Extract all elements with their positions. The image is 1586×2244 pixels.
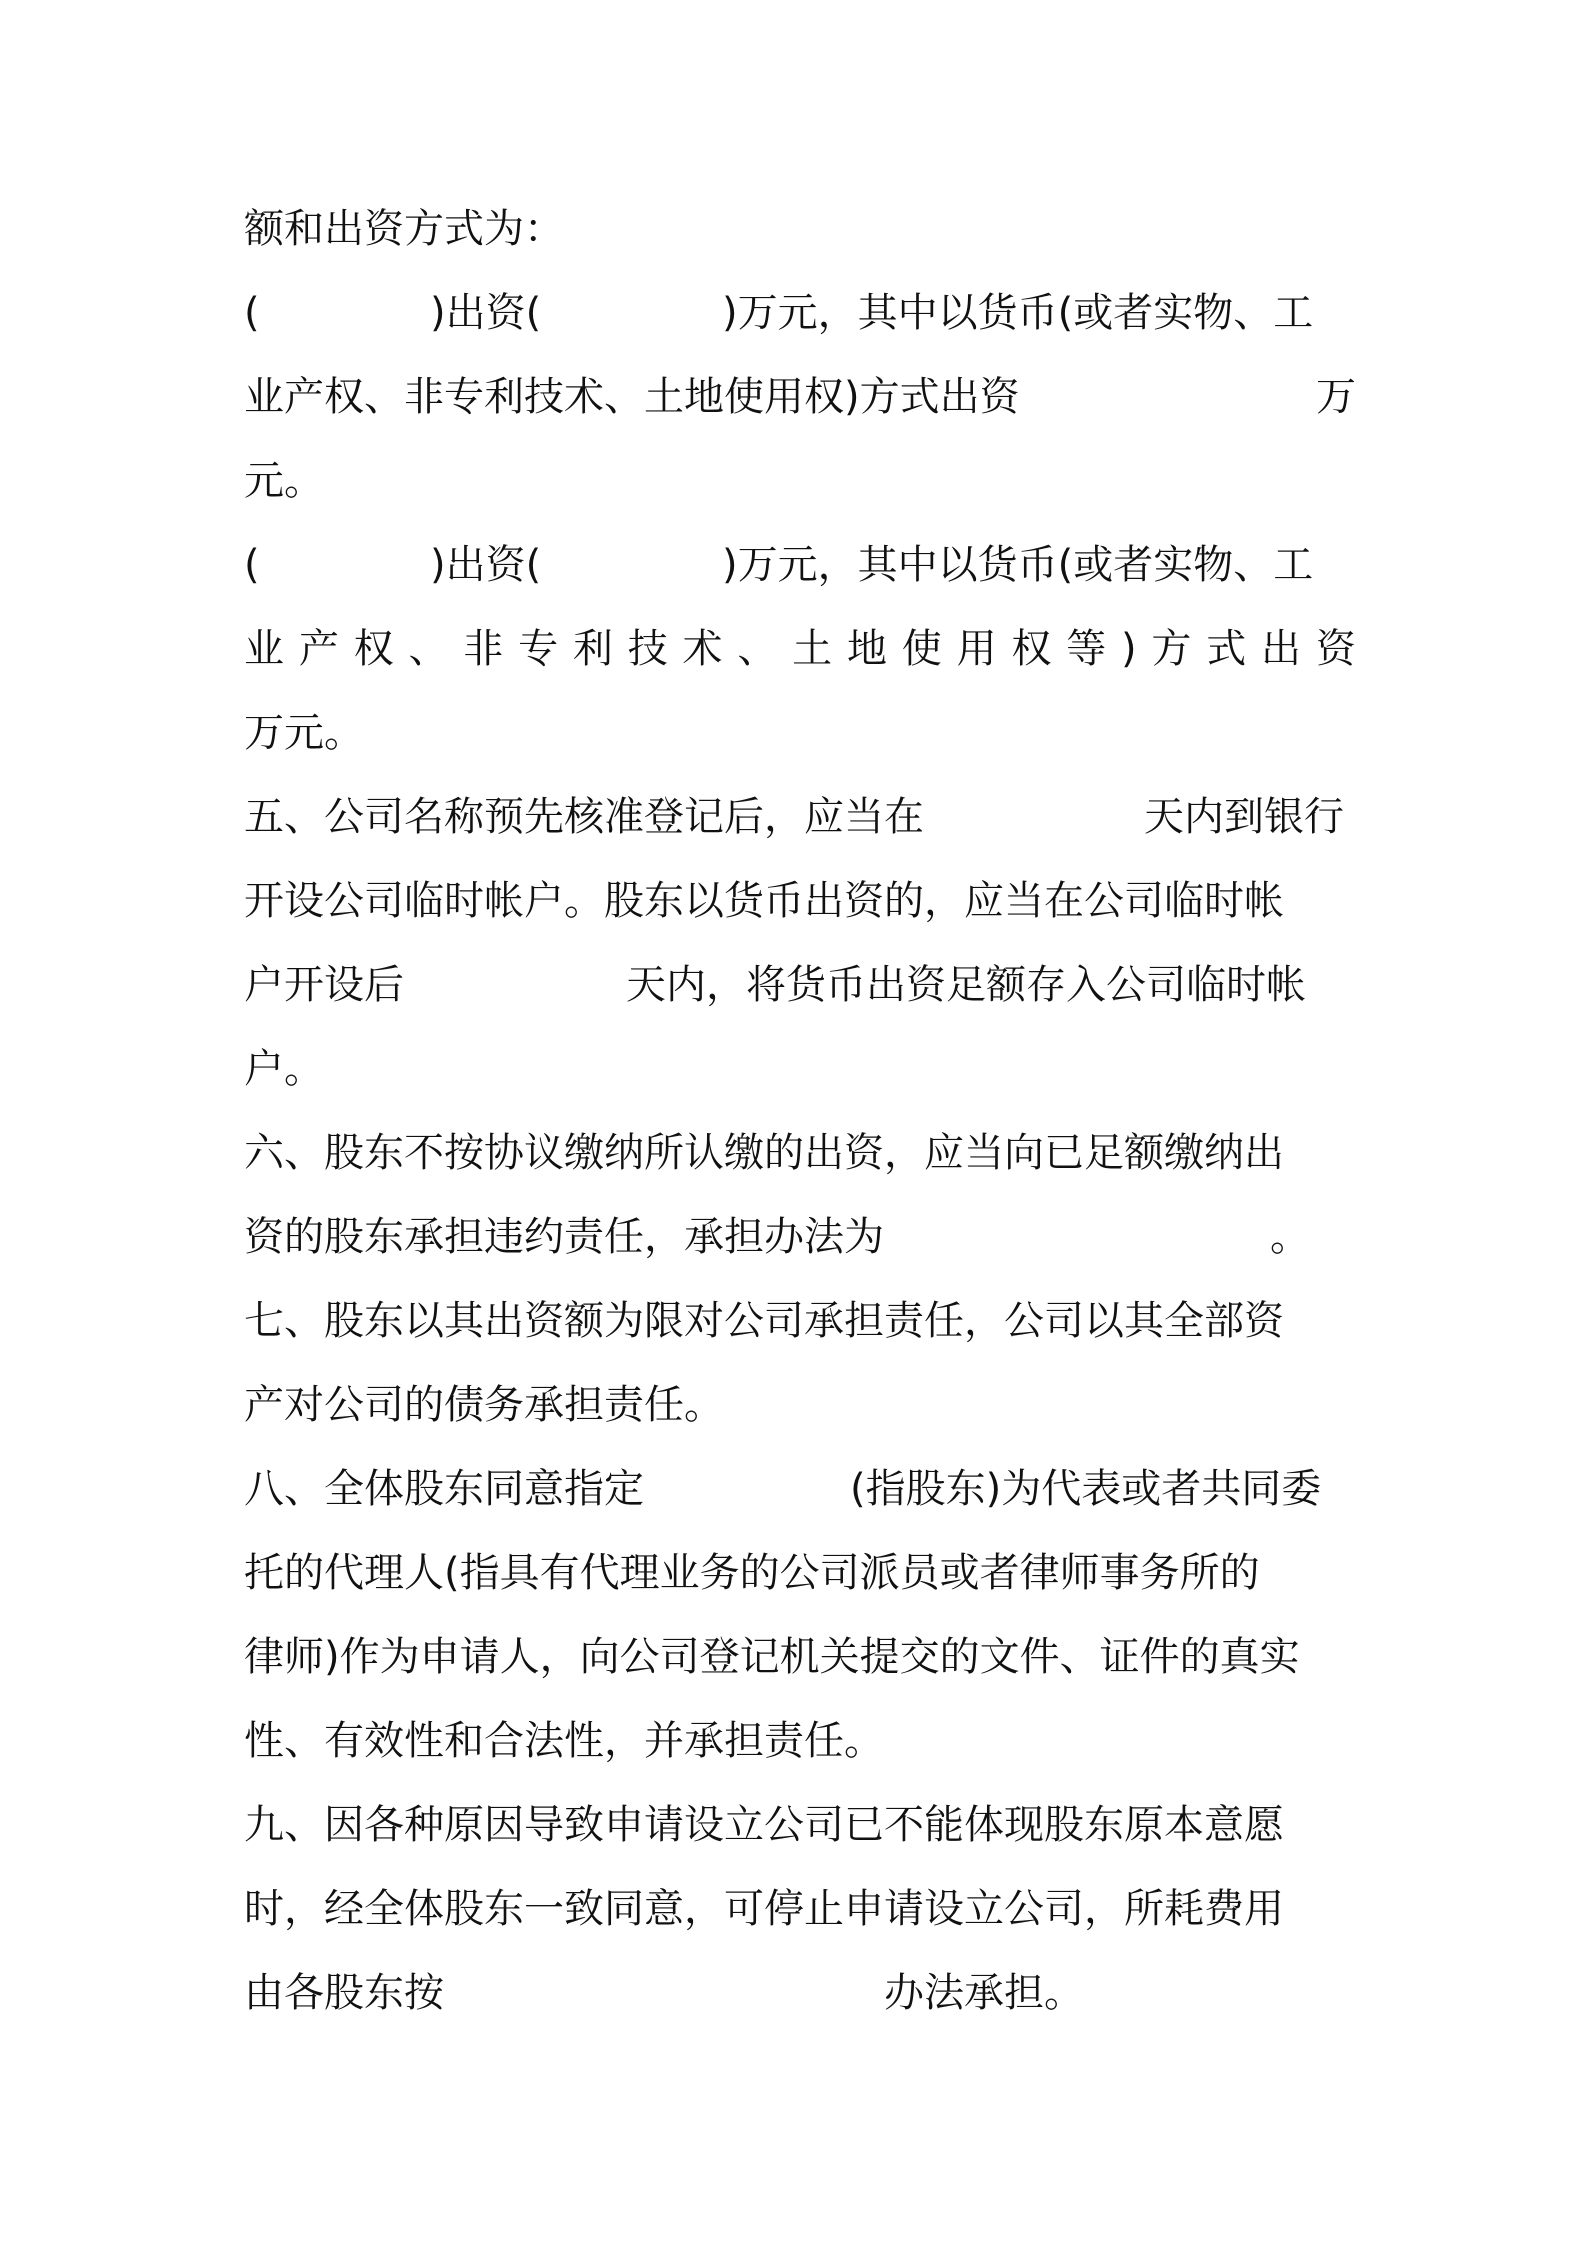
text-line: 万元。 <box>244 710 364 756</box>
text-line: 开设公司临时帐户。股东以货币出资的，应当在公司临时帐 <box>244 878 1284 924</box>
text-line: 五、公司名称预先核准登记后，应当在 天内到银行 <box>244 794 1344 840</box>
text-line: 性、有效性和合法性，并承担责任。 <box>244 1718 884 1764</box>
text-line: 七、股东以其出资额为限对公司承担责任，公司以其全部资 <box>244 1298 1284 1344</box>
text-char: 地 <box>846 626 887 672</box>
text-char: 资 <box>1315 626 1356 672</box>
text-line: 八、全体股东同意指定 (指股东)为代表或者共同委 <box>244 1466 1322 1512</box>
text-line: 九、因各种原因导致申请设立公司已不能体现股东原本意愿 <box>244 1802 1284 1848</box>
text-char: 等 <box>1066 626 1107 672</box>
text-char: 式 <box>1206 626 1247 672</box>
text-char: 、 <box>737 626 778 672</box>
text-char: 产 <box>298 626 339 672</box>
text-char: ) <box>1121 626 1137 672</box>
text-char: 土 <box>792 626 833 672</box>
text-char: 、 <box>408 626 449 672</box>
text-line: 业产权、非专利技术、土地使用权)方式出资 万 <box>244 374 1356 420</box>
text-char: 权 <box>353 626 394 672</box>
text-line: 由各股东按 办法承担。 <box>244 1970 1084 2016</box>
text-line: 元。 <box>244 458 324 504</box>
text-char: 权 <box>1011 626 1052 672</box>
text-line: 额和出资方式为： <box>244 206 564 252</box>
text-line: 户。 <box>244 1046 324 1092</box>
text-char: 技 <box>627 626 668 672</box>
text-line: 户开设后 天内，将货币出资足额存入公司临时帐 <box>244 962 1306 1008</box>
text-char: 术 <box>682 626 723 672</box>
text-line: 时，经全体股东一致同意，可停止申请设立公司，所耗费用 <box>244 1886 1284 1932</box>
text-char: 出 <box>1261 626 1302 672</box>
text-line: 六、股东不按协议缴纳所认缴的出资，应当向已足额缴纳出 <box>244 1130 1284 1176</box>
text-line: 产对公司的债务承担责任。 <box>244 1382 724 1428</box>
text-line: ( )出资( )万元，其中以货币(或者实物、工 <box>244 542 1314 588</box>
text-line-justified <box>244 619 1356 679</box>
text-line: 托的代理人(指具有代理业务的公司派员或者律师事务所的 <box>244 1550 1260 1596</box>
text-line: 律师)作为申请人，向公司登记机关提交的文件、证件的真实 <box>244 1634 1300 1680</box>
text-char: 专 <box>518 626 559 672</box>
text-char: 利 <box>572 626 613 672</box>
text-line: ( )出资( )万元，其中以货币(或者实物、工 <box>244 290 1314 336</box>
text-char: 用 <box>956 626 997 672</box>
text-char: 业 <box>244 626 284 672</box>
text-char: 方 <box>1151 626 1192 672</box>
text-line: 资的股东承担违约责任，承担办法为 。 <box>244 1214 1310 1260</box>
text-char: 非 <box>463 626 504 672</box>
text-char: 使 <box>901 626 942 672</box>
